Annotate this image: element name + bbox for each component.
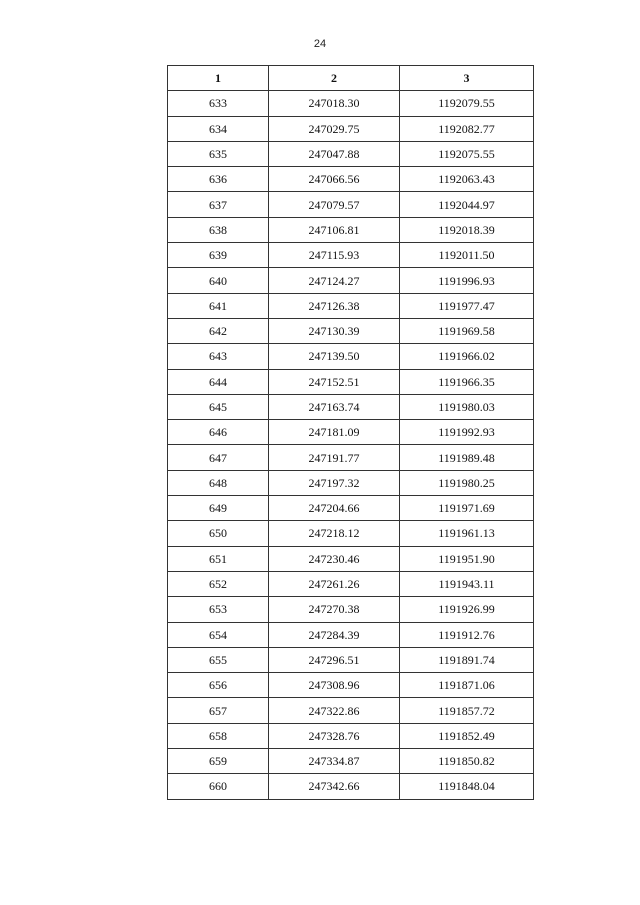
cell-y-coordinate: 1191848.04: [400, 774, 534, 799]
cell-y-coordinate: 1191966.02: [400, 344, 534, 369]
cell-y-coordinate: 1191852.49: [400, 723, 534, 748]
table-row: [168, 774, 534, 799]
table-row: [168, 571, 534, 596]
table-row: [168, 647, 534, 672]
cell-y-coordinate: 1191977.47: [400, 293, 534, 318]
cell-x-coordinate: 247270.38: [269, 597, 400, 622]
cell-y-coordinate: 1191857.72: [400, 698, 534, 723]
cell-x-coordinate: 247322.86: [269, 698, 400, 723]
cell-y-coordinate: 1191912.76: [400, 622, 534, 647]
table-row: [168, 496, 534, 521]
table-row: [168, 141, 534, 166]
cell-x-coordinate: 247296.51: [269, 647, 400, 672]
table-row: [168, 622, 534, 647]
table-row: [168, 217, 534, 242]
cell-x-coordinate: 247018.30: [269, 91, 400, 116]
cell-point-number: 647: [168, 445, 269, 470]
table-row: [168, 445, 534, 470]
cell-point-number: 651: [168, 546, 269, 571]
cell-x-coordinate: 247139.50: [269, 344, 400, 369]
cell-point-number: 644: [168, 369, 269, 394]
cell-x-coordinate: 247115.93: [269, 243, 400, 268]
table-row: [168, 698, 534, 723]
cell-y-coordinate: 1191989.48: [400, 445, 534, 470]
cell-point-number: 656: [168, 673, 269, 698]
cell-y-coordinate: 1191980.25: [400, 470, 534, 495]
cell-x-coordinate: 247152.51: [269, 369, 400, 394]
column-header-x-coordinate: 2: [269, 66, 400, 91]
cell-x-coordinate: 247079.57: [269, 192, 400, 217]
cell-x-coordinate: 247342.66: [269, 774, 400, 799]
cell-y-coordinate: 1192079.55: [400, 91, 534, 116]
table-row: [168, 673, 534, 698]
cell-point-number: 634: [168, 116, 269, 141]
cell-y-coordinate: 1192044.97: [400, 192, 534, 217]
column-header-y-coordinate: 3: [400, 66, 534, 91]
cell-point-number: 652: [168, 571, 269, 596]
table-row: [168, 116, 534, 141]
cell-point-number: 657: [168, 698, 269, 723]
cell-y-coordinate: 1191996.93: [400, 268, 534, 293]
cell-y-coordinate: 1191969.58: [400, 318, 534, 343]
cell-x-coordinate: 247204.66: [269, 496, 400, 521]
cell-point-number: 650: [168, 521, 269, 546]
coordinates-table: [167, 65, 534, 800]
table-header: [168, 66, 534, 91]
cell-y-coordinate: 1192075.55: [400, 141, 534, 166]
cell-point-number: 654: [168, 622, 269, 647]
cell-point-number: 655: [168, 647, 269, 672]
cell-y-coordinate: 1191971.69: [400, 496, 534, 521]
cell-point-number: 640: [168, 268, 269, 293]
cell-x-coordinate: 247230.46: [269, 546, 400, 571]
cell-x-coordinate: 247047.88: [269, 141, 400, 166]
table-row: [168, 344, 534, 369]
cell-point-number: 641: [168, 293, 269, 318]
cell-y-coordinate: 1191961.13: [400, 521, 534, 546]
cell-point-number: 636: [168, 167, 269, 192]
cell-y-coordinate: 1192011.50: [400, 243, 534, 268]
cell-x-coordinate: 247218.12: [269, 521, 400, 546]
cell-y-coordinate: 1192063.43: [400, 167, 534, 192]
table-row: [168, 268, 534, 293]
cell-x-coordinate: 247066.56: [269, 167, 400, 192]
cell-point-number: 645: [168, 394, 269, 419]
cell-y-coordinate: 1191891.74: [400, 647, 534, 672]
column-header-point-number: 1: [168, 66, 269, 91]
cell-y-coordinate: 1191871.06: [400, 673, 534, 698]
cell-point-number: 649: [168, 496, 269, 521]
table-row: [168, 597, 534, 622]
header-row: [168, 66, 534, 91]
cell-y-coordinate: 1192082.77: [400, 116, 534, 141]
cell-point-number: 637: [168, 192, 269, 217]
cell-point-number: 646: [168, 420, 269, 445]
table-row: [168, 546, 534, 571]
cell-x-coordinate: 247328.76: [269, 723, 400, 748]
table-row: [168, 318, 534, 343]
cell-x-coordinate: 247191.77: [269, 445, 400, 470]
cell-x-coordinate: 247181.09: [269, 420, 400, 445]
cell-x-coordinate: 247106.81: [269, 217, 400, 242]
cell-x-coordinate: 247308.96: [269, 673, 400, 698]
table-row: [168, 167, 534, 192]
cell-point-number: 658: [168, 723, 269, 748]
table-row: [168, 420, 534, 445]
table-row: [168, 91, 534, 116]
cell-y-coordinate: 1191943.11: [400, 571, 534, 596]
cell-point-number: 635: [168, 141, 269, 166]
cell-x-coordinate: 247163.74: [269, 394, 400, 419]
cell-x-coordinate: 247130.39: [269, 318, 400, 343]
table-row: [168, 470, 534, 495]
cell-x-coordinate: 247124.27: [269, 268, 400, 293]
page-number: 24: [313, 38, 327, 50]
table-row: [168, 723, 534, 748]
cell-point-number: 642: [168, 318, 269, 343]
cell-x-coordinate: 247029.75: [269, 116, 400, 141]
cell-y-coordinate: 1191992.93: [400, 420, 534, 445]
cell-x-coordinate: 247197.32: [269, 470, 400, 495]
cell-x-coordinate: 247334.87: [269, 749, 400, 774]
cell-point-number: 633: [168, 91, 269, 116]
cell-y-coordinate: 1192018.39: [400, 217, 534, 242]
table-row: [168, 749, 534, 774]
cell-y-coordinate: 1191926.99: [400, 597, 534, 622]
table-row: [168, 293, 534, 318]
cell-y-coordinate: 1191951.90: [400, 546, 534, 571]
cell-x-coordinate: 247261.26: [269, 571, 400, 596]
table-row: [168, 394, 534, 419]
cell-point-number: 659: [168, 749, 269, 774]
cell-y-coordinate: 1191850.82: [400, 749, 534, 774]
table-row: [168, 243, 534, 268]
cell-y-coordinate: 1191980.03: [400, 394, 534, 419]
cell-point-number: 660: [168, 774, 269, 799]
cell-point-number: 653: [168, 597, 269, 622]
cell-point-number: 638: [168, 217, 269, 242]
cell-x-coordinate: 247126.38: [269, 293, 400, 318]
table-body: [168, 91, 534, 799]
cell-point-number: 643: [168, 344, 269, 369]
cell-y-coordinate: 1191966.35: [400, 369, 534, 394]
table-row: [168, 521, 534, 546]
cell-point-number: 648: [168, 470, 269, 495]
cell-x-coordinate: 247284.39: [269, 622, 400, 647]
table-row: [168, 192, 534, 217]
table-row: [168, 369, 534, 394]
cell-point-number: 639: [168, 243, 269, 268]
